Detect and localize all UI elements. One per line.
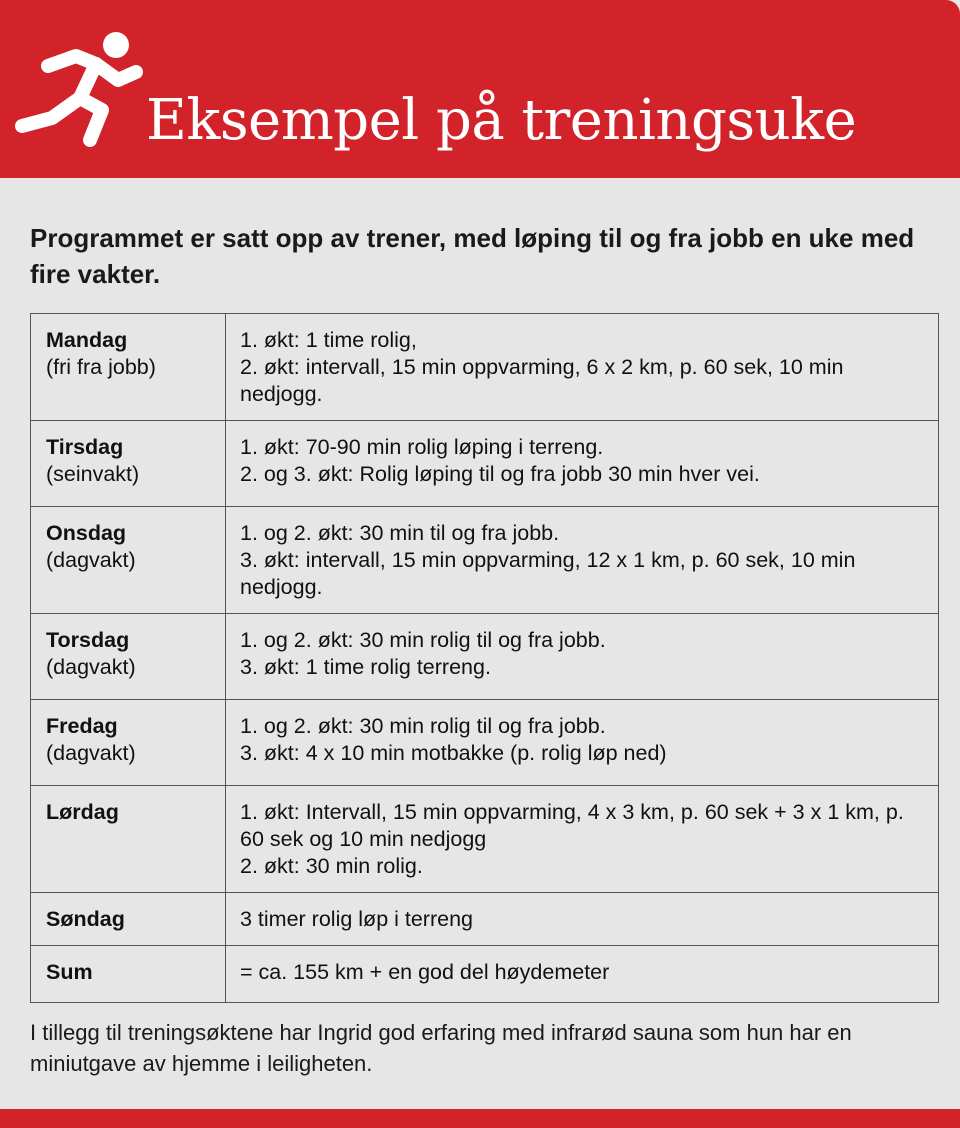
table-row	[31, 700, 939, 786]
day-name: Mandag	[46, 328, 128, 352]
table-row	[31, 614, 939, 700]
day-name: Tirsdag	[46, 435, 124, 459]
plan-line: 3. økt: 1 time rolig terreng.	[240, 655, 491, 679]
plan-line: 1. økt: 70-90 min rolig løping i terreng.	[240, 435, 604, 459]
table-row	[31, 893, 939, 946]
plan-line: 3 timer rolig løp i terreng	[240, 907, 473, 931]
table-row	[31, 507, 939, 614]
plan-line: 1. og 2. økt: 30 min til og fra jobb.	[240, 521, 560, 545]
plan-cell	[226, 314, 939, 421]
day-cell	[31, 614, 226, 700]
sum-label: Sum	[46, 960, 93, 984]
plan-cell	[226, 946, 939, 1003]
page-title: Eksempel på treningsuke	[146, 88, 857, 153]
plan-line: 1. økt: Intervall, 15 min oppvarming, 4 x 3 km, p. 60 sek + 3 x 1 km, p. 60 sek og 10 min nedjogg	[240, 800, 904, 851]
day-name: Onsdag	[46, 521, 127, 545]
training-schedule-table	[30, 313, 939, 1003]
intro-text: Programmet er satt opp av trener, med løping til og fra jobb en uke med fire vakter.	[30, 223, 915, 289]
day-note: (dagvakt)	[46, 655, 136, 679]
plan-line: 2. økt: intervall, 15 min oppvarming, 6 x 2 km, p. 60 sek, 10 min nedjogg.	[240, 355, 844, 406]
day-cell	[31, 314, 226, 421]
sum-value: = ca. 155 km + en god del høydemeter	[240, 960, 610, 984]
header-banner	[0, 0, 960, 178]
day-cell	[31, 946, 226, 1003]
plan-line: 1. og 2. økt: 30 min rolig til og fra jobb.	[240, 628, 606, 652]
plan-cell	[226, 614, 939, 700]
table-row-sum	[31, 946, 939, 1003]
plan-cell	[226, 786, 939, 893]
plan-line: 2. og 3. økt: Rolig løping til og fra jobb 30 min hver vei.	[240, 462, 760, 486]
day-name: Søndag	[46, 907, 125, 931]
day-cell	[31, 507, 226, 614]
plan-cell	[226, 893, 939, 946]
plan-cell	[226, 507, 939, 614]
day-note: (seinvakt)	[46, 462, 140, 486]
day-name: Lørdag	[46, 800, 119, 824]
day-cell	[31, 786, 226, 893]
table-row	[31, 314, 939, 421]
plan-cell	[226, 700, 939, 786]
day-name: Torsdag	[46, 628, 130, 652]
plan-cell	[226, 421, 939, 507]
plan-line: 3. økt: intervall, 15 min oppvarming, 12 x 1 km, p. 60 sek, 10 min nedjogg.	[240, 548, 856, 599]
day-note: (dagvakt)	[46, 548, 136, 572]
day-cell	[31, 700, 226, 786]
table-row	[31, 786, 939, 893]
table-row	[31, 421, 939, 507]
runner-icon	[12, 26, 152, 156]
day-note: (dagvakt)	[46, 741, 136, 765]
day-name: Fredag	[46, 714, 118, 738]
plan-line: 3. økt: 4 x 10 min motbakke (p. rolig løp ned)	[240, 741, 667, 765]
plan-line: 1. økt: 1 time rolig,	[240, 328, 417, 352]
footer-note: I tillegg til treningsøktene har Ingrid god erfaring med infrarød sauna som hun har en miniutgave av hjemme i leiligheten.	[30, 1020, 852, 1076]
day-cell	[31, 893, 226, 946]
plan-line: 1. og 2. økt: 30 min rolig til og fra jobb.	[240, 714, 606, 738]
bottom-bar	[0, 1109, 960, 1128]
day-cell	[31, 421, 226, 507]
plan-line: 2. økt: 30 min rolig.	[240, 854, 423, 878]
day-note: (fri fra jobb)	[46, 355, 156, 379]
